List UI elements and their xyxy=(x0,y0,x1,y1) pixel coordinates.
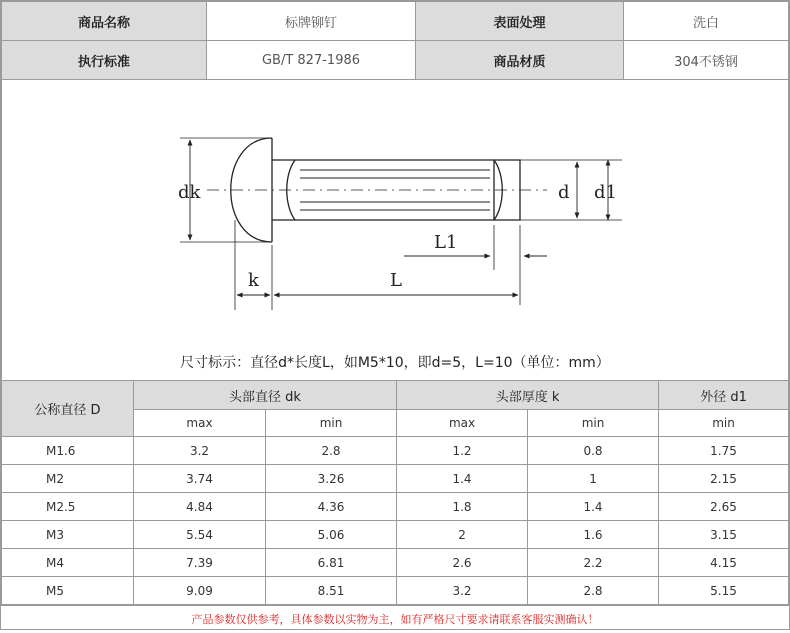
cell-k-max: 1.4 xyxy=(397,465,528,493)
table-row xyxy=(2,521,789,549)
k-label: k xyxy=(248,270,259,291)
standard-value: GB/T 827-1986 xyxy=(207,41,416,80)
table-row xyxy=(2,493,789,521)
cell-dk-max: 9.09 xyxy=(134,577,266,605)
cell-dk-min: 8.51 xyxy=(266,577,397,605)
dimension-header-row xyxy=(2,381,789,410)
surface-treatment-value: 洗白 xyxy=(624,2,789,41)
product-name-value: 标牌铆钉 xyxy=(207,2,416,41)
spec-table xyxy=(1,1,789,80)
table-row xyxy=(2,577,789,605)
sub-k-min: min xyxy=(528,410,659,437)
disclaimer-note: 产品参数仅供参考，具体参数以实物为主，如有严格尺寸要求请联系客服实测确认！ xyxy=(1,605,789,633)
cell-k-min: 1.6 xyxy=(528,521,659,549)
sub-dk-min: min xyxy=(266,410,397,437)
sub-dk-max: max xyxy=(134,410,266,437)
cell-k-min: 2.8 xyxy=(528,577,659,605)
l1-label: L1 xyxy=(434,232,458,253)
row-nominal: M2.5 xyxy=(2,493,134,521)
cell-d1-min: 2.15 xyxy=(659,465,789,493)
cell-dk-min: 5.06 xyxy=(266,521,397,549)
cell-k-max: 2 xyxy=(397,521,528,549)
dimension-table xyxy=(1,380,789,605)
sub-d1-min: min xyxy=(659,410,789,437)
dk-label: dk xyxy=(178,182,201,203)
product-name-label: 商品名称 xyxy=(2,2,207,41)
row-nominal: M4 xyxy=(2,549,134,577)
rivet-diagram xyxy=(2,80,788,380)
col-nominal-diameter: 公称直径 D xyxy=(2,381,134,437)
table-row xyxy=(2,549,789,577)
material-label: 商品材质 xyxy=(416,41,624,80)
row-nominal: M3 xyxy=(2,521,134,549)
cell-d1-min: 4.15 xyxy=(659,549,789,577)
cell-dk-max: 3.74 xyxy=(134,465,266,493)
standard-label: 执行标准 xyxy=(2,41,207,80)
cell-k-min: 2.2 xyxy=(528,549,659,577)
cell-k-max: 1.8 xyxy=(397,493,528,521)
cell-k-max: 2.6 xyxy=(397,549,528,577)
cell-d1-min: 1.75 xyxy=(659,437,789,465)
cell-k-min: 1.4 xyxy=(528,493,659,521)
cell-dk-min: 4.36 xyxy=(266,493,397,521)
cell-dk-max: 7.39 xyxy=(134,549,266,577)
table-row xyxy=(2,465,789,493)
cell-d1-min: 2.65 xyxy=(659,493,789,521)
cell-k-max: 3.2 xyxy=(397,577,528,605)
cell-dk-min: 2.8 xyxy=(266,437,397,465)
cell-k-min: 1 xyxy=(528,465,659,493)
material-value: 304不锈钢 xyxy=(624,41,789,80)
l-label: L xyxy=(390,270,402,291)
col-head-diameter: 头部直径 dk xyxy=(134,381,397,410)
row-nominal: M2 xyxy=(2,465,134,493)
d-label: d xyxy=(558,182,570,203)
dimension-caption: 尺寸标示：直径d*长度L，如M5*10，即d=5，L=10（单位：mm） xyxy=(180,355,610,371)
cell-dk-min: 3.26 xyxy=(266,465,397,493)
rivet-drawing xyxy=(1,80,789,380)
row-nominal: M1.6 xyxy=(2,437,134,465)
table-row xyxy=(2,437,789,465)
col-head-thickness: 头部厚度 k xyxy=(397,381,659,410)
cell-d1-min: 5.15 xyxy=(659,577,789,605)
surface-treatment-label: 表面处理 xyxy=(416,2,624,41)
cell-k-max: 1.2 xyxy=(397,437,528,465)
cell-dk-max: 5.54 xyxy=(134,521,266,549)
col-outer-diameter: 外径 d1 xyxy=(659,381,789,410)
sub-k-max: max xyxy=(397,410,528,437)
cell-dk-min: 6.81 xyxy=(266,549,397,577)
spec-row-1 xyxy=(2,2,789,41)
row-nominal: M5 xyxy=(2,577,134,605)
d1-label: d1 xyxy=(594,182,617,203)
cell-dk-max: 4.84 xyxy=(134,493,266,521)
spec-row-2 xyxy=(2,41,789,80)
cell-dk-max: 3.2 xyxy=(134,437,266,465)
cell-d1-min: 3.15 xyxy=(659,521,789,549)
cell-k-min: 0.8 xyxy=(528,437,659,465)
